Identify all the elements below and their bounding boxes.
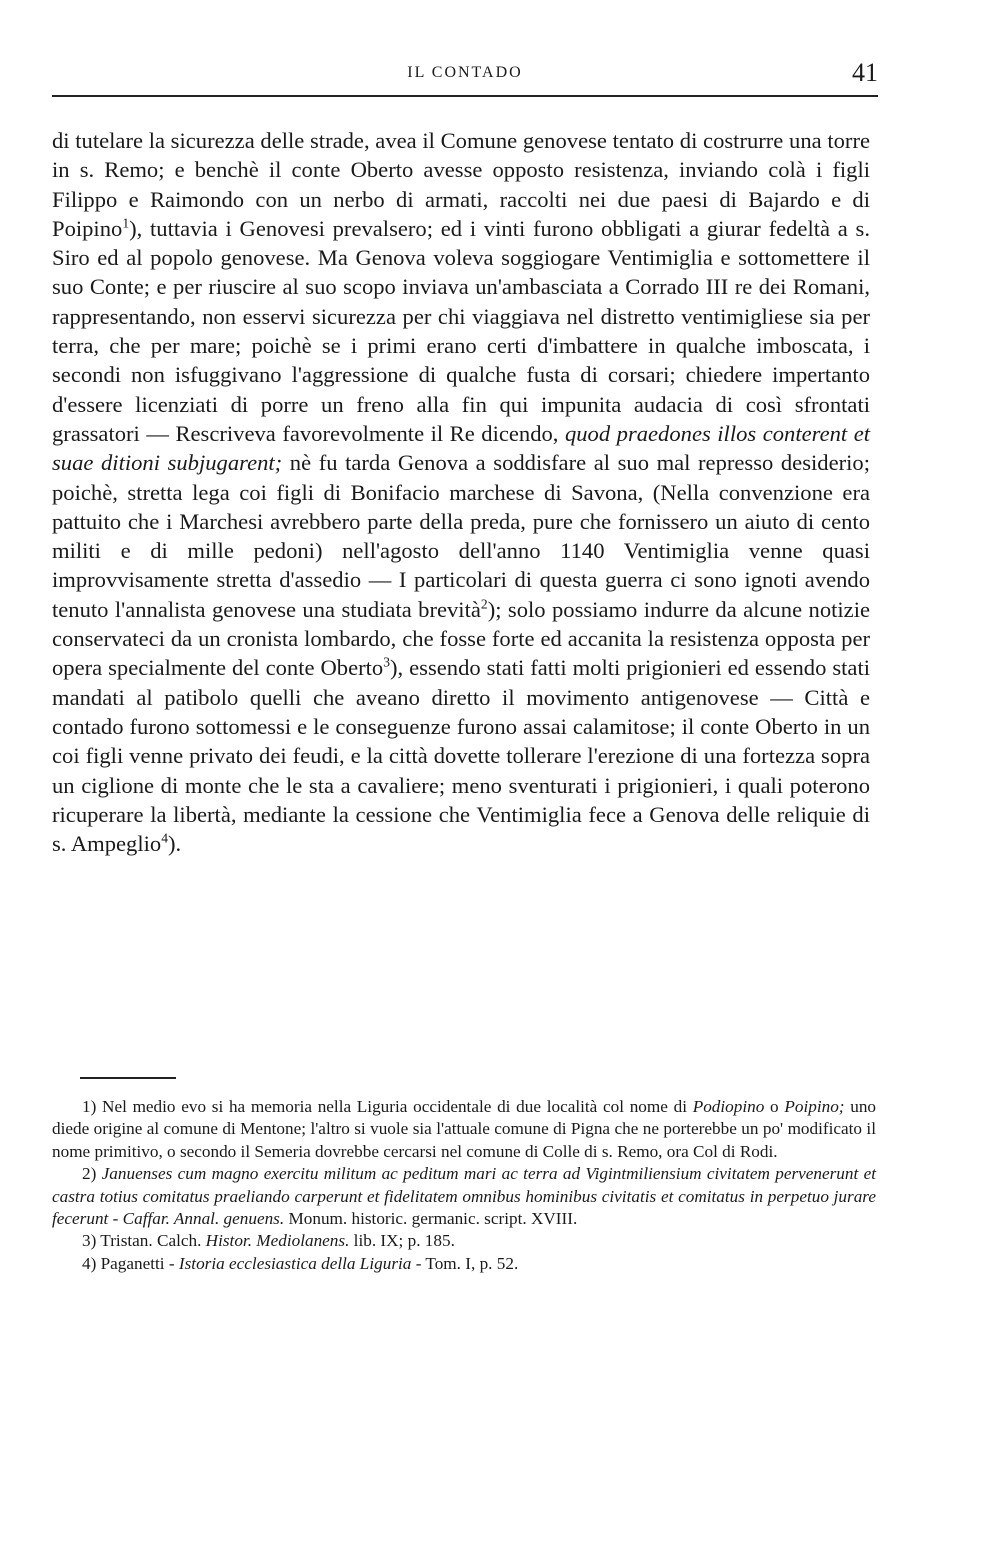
text-segment: ). [168, 831, 182, 857]
footnote-ref-2: 2 [480, 596, 488, 612]
footnote-ref-4: 4 [161, 830, 168, 846]
latin-quote: quod praedones illos conterent et suae ditioni subjugarent; [52, 420, 871, 476]
footnote-4 [52, 1253, 876, 1275]
footnote-text: 1) Nel medio evo si ha memoria nella Liguria occidentale di due località col nome di [82, 1097, 693, 1116]
footnote-text: uno diede origine al comune di Mentone; l'altro si vuole sia l'attuale comune di Pigna che ne porterebbe un po' modificato il nome primitivo, o secondo il Semeria dovrebbe cercarsi nel comune di Colle di s. Remo, ora Col di Rodi. [52, 1097, 877, 1161]
running-title: IL CONTADO [407, 64, 523, 81]
running-head [52, 60, 878, 90]
text-segment: ), tuttavia i Genovesi prevalsero; ed i vinti furono obbligati a giurar fedeltà a s. Siro ed al popolo genovese. Ma Genova voleva soggiogare Ventimiglia e sottomettere il suo Conte; e per riuscire al suo scopo inviava un'ambasciata a Corrado III re dei Romani, rappresentando, non esservi sicurezza per chi viaggiava nel distretto ventimigliese sia per terra, che per mare; poichè se i primi erano certi d'imbattere in qualche imboscata, i secondi non isfuggivano l'aggressione di qualche fusta di corsari; chiedere impertanto d'essere licenziati di porre un freno alla fin qui impunita audacia di così sfrontati grassatori — Rescriveva favorevolmente il Re dicendo, [52, 215, 870, 446]
work-title: Istoria ecclesiastica della Liguria [178, 1253, 412, 1273]
footnote-1 [52, 1096, 876, 1163]
footnote-text: 3) Tristan. Calch. [82, 1231, 206, 1251]
place-name: Podiopino [692, 1097, 765, 1116]
place-name: Poipino; [784, 1097, 845, 1116]
text-segment: ), essendo stati fatti molti prigionieri ed essendo stati mandati al patibolo quelli che aveano diretto il movimento antigenovese — Città e contado furono sottomessi e le conseguenze furono assai calamitose; il conte Oberto in un coi figli venne privato dei feudi, e la città dovette tollerare l'erezione di una fortezza sopra un ciglione di monte che le sta a cavaliere; meno sventurati i prigionieri, i quali poterono ricuperare la libertà, mediante la cessione che Ventimiglia fece a Genova delle reliquie di s. Ampeglio [52, 655, 870, 857]
footnote-ref-1: 1 [122, 215, 130, 231]
text-segment: di tutelare la sicurezza delle strade, avea il Comune genovese tentato di costrurre una torre in s. Remo; e benchè il conte Oberto avesse opposto resistenza, inviando colà i figli Filippo e Raimondo con un nerbo di armati, raccolti nei due paesi di Bajardo e di Poipino [52, 128, 870, 241]
footnotes [52, 1096, 876, 1275]
footnote-separator [80, 1077, 176, 1079]
footnote-ref-3: 3 [383, 654, 390, 670]
footnote-text: lib. IX; p. 185. [349, 1231, 455, 1251]
footnote-text: 4) Paganetti - [82, 1253, 179, 1273]
footnote-text: - Tom. I, p. 52. [411, 1253, 519, 1273]
footnote-text: o [764, 1097, 785, 1116]
footnote-2 [52, 1163, 876, 1230]
latin-citation: Januenses cum magno exercitu militum ac peditum mari ac terra ad Vigintmiliensium civitatem pervenerunt et castra totius comitatus praeliando carperunt et fidelitatem omnibus hominibus civitatis et comitatus in perpetuo jurare fecerunt - Caffar. Annal. genuens. [52, 1164, 876, 1229]
text-segment: nè fu tarda Genova a soddisfare al suo mal represso desiderio; poichè, stretta lega coi figli di Bonifacio marchese di Savona, (Nella convenzione era pattuito che i Marchesi avrebbero parte della preda, pure che fornissero un aiuto di cento militi e di mille pedoni) nell'agosto dell'anno 1140 Ventimiglia venne quasi improvvisamente stretta d'assedio — I particolari di questa guerra ci sono ignoti avendo tenuto l'annalista genovese una studiata brevità [52, 450, 870, 622]
footnote-text: Monum. historic. germanic. script. XVIII. [284, 1209, 578, 1229]
page-number: 41 [852, 58, 878, 87]
text-segment: ); solo possiamo indurre da alcune notizie conservateci da un cronista lombardo, che fosse forte ed accanita la resistenza opposta per opera specialmente del conte Oberto [52, 596, 871, 681]
main-paragraph [52, 126, 870, 858]
header-rule [52, 95, 878, 97]
work-title: Histor. Mediolanens. [205, 1231, 350, 1251]
footnote-text: 2) [82, 1164, 102, 1184]
footnote-3 [52, 1230, 876, 1252]
